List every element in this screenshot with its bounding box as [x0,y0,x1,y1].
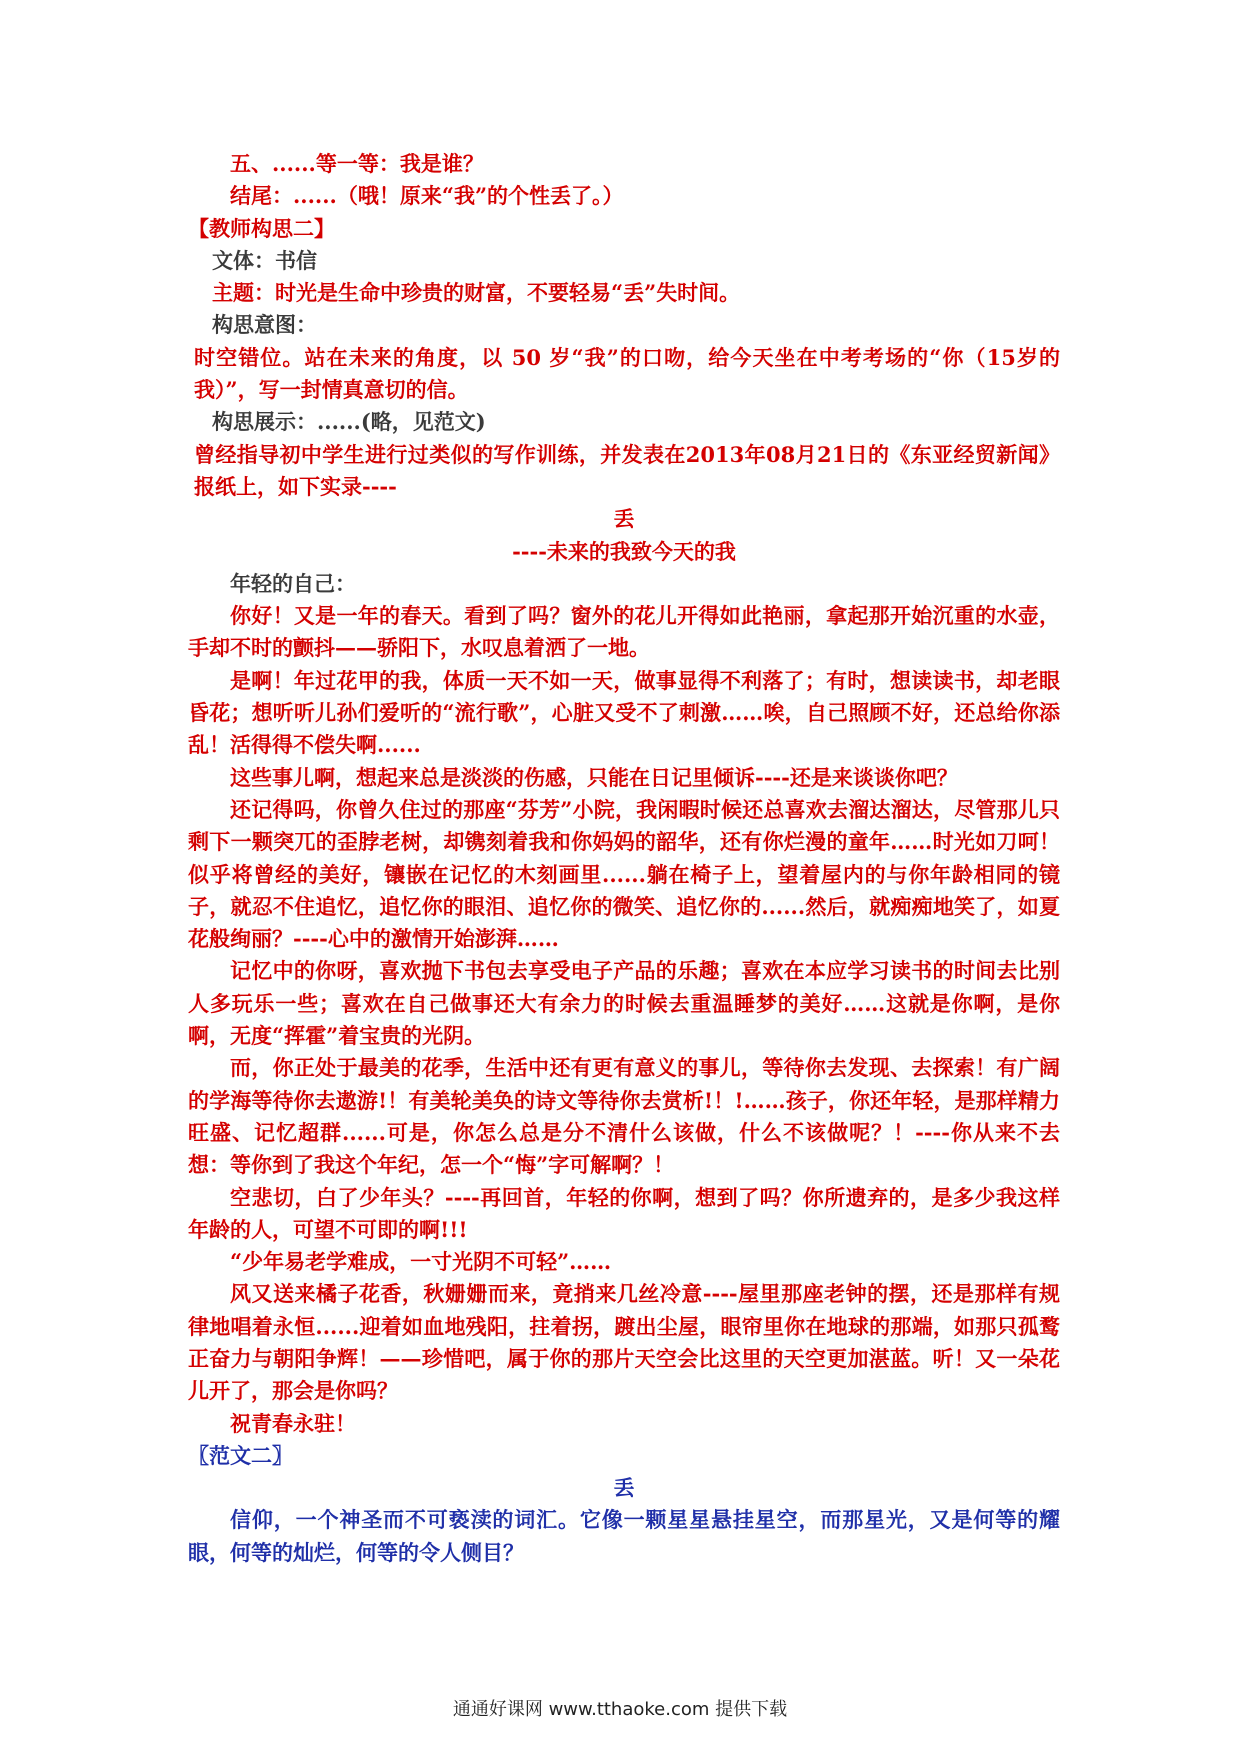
essay-title: 丢 [613,506,635,532]
letter-paragraph: 而，你正处于最美的花季，生活中还有更有意义的事儿，等待你去发现、去探索！有广阔的学海等待你去遨游!！有美轮美奂的诗文等待你去赏析!！!……孩子，你还年轻，是那样精力旺盛、记忆超群......可是，你怎么总是分不清什么该做，什么不该做呢？！----你从来不去想：等你到了我这个年纪，怎一个“悔”字可解啊？！ [188,1055,1060,1178]
section-heading: 【教师构思二】 [188,215,335,241]
record-paragraph: 曾经指导初中学生进行过类似的写作训练，并发表在2013年08月21日的《东亚经贸新闻》报纸上，如下实录---- [194,441,1060,499]
letter-paragraph: “少年易老学难成，一寸光阴不可轻”…… [230,1249,612,1275]
outline-ending: 结尾：......（哦！原来“我”的个性丢了。） [230,183,624,209]
essay-subtitle: ----未来的我致今天的我 [512,538,736,564]
theme-line: 主题：时光是生命中珍贵的财富，不要轻易“丢”失时间。 [212,280,741,306]
letter-paragraph: 风又送来橘子花香，秋姗姗而来，竟捎来几丝冷意----屋里那座老钟的摆，还是那样有规律地唱着永恒......迎着如血地残阳，拄着拐，踱出尘屋，眼帘里你在地球的那端，如那只孤鹜正奋力与朝阳争辉！——珍惜吧，属于你的那片天空会比这里的天空更加湛蓝。听！又一朵花儿开了，那会是你吗？ [188,1281,1060,1404]
page-footer: 通通好课网 www.tthaoke.com 提供下载 [452,1699,788,1720]
model-essay-label: 〖范文二〗 [188,1442,293,1468]
essay2-title: 丢 [613,1475,635,1501]
letter-paragraph: 你好！又是一年的春天。看到了吗？窗外的花儿开得如此艳丽，拿起那开始沉重的水壶，手却不时的颤抖——骄阳下，水叹息着洒了一地。 [188,603,1060,661]
display-line: 构思展示：......(略，见范文) [212,409,486,435]
salutation: 年轻的自己： [230,570,356,596]
essay2-paragraph: 信仰，一个神圣而不可亵渎的词汇。它像一颗星星悬挂星空，而那星光，又是何等的耀眼，何等的灿烂，何等的令人侧目？ [188,1507,1060,1565]
outline-item-5: 五、......等一等：我是谁？ [230,151,484,176]
intent-text: 时空错位。站在未来的角度，以 50 岁“我”的口吻，给今天坐在中考考场的“你（15岁的我）”，写一封情真意切的信。 [194,344,1060,403]
document-page [188,148,1060,1569]
letter-paragraph: 空悲切，白了少年头？----再回首，年轻的你啊，想到了吗？你所遗弃的，是多少我这样年龄的人，可望不可即的啊!!! [188,1184,1060,1242]
letter-paragraph: 是啊！年过花甲的我，体质一天不如一天，做事显得不利落了；有时，想读读书，却老眼昏花；想听听儿孙们爱听的“流行歌”，心脏又受不了刺激……唉，自己照顾不好，还总给你添乱！活得得不偿失啊...... [188,667,1060,758]
letter-paragraph: 这些事儿啊，想起来总是淡淡的伤感，只能在日记里倾诉----还是来谈谈你吧？ [230,764,958,790]
letter-paragraph: 记忆中的你呀，喜欢抛下书包去享受电子产品的乐趣；喜欢在本应学习读书的时间去比别人多玩乐一些；喜欢在自己做事还大有余力的时候去重温睡梦的美好……这就是你啊，是你啊，无度“挥霍”着宝贵的光阴。 [188,958,1060,1049]
intent-label: 构思意图： [212,312,317,338]
letter-paragraph: 还记得吗，你曾久住过的那座“芬芳”小院，我闲暇时候还总喜欢去溜达溜达，尽管那儿只剩下一颗突兀的歪脖老树，却镌刻着我和你妈妈的韶华，还有你烂漫的童年……时光如刀呵！似乎将曾经的美好，镶嵌在记忆的木刻画里......躺在椅子上，望着屋内的与你年龄相同的镜子，就忍不住追忆，追忆你的眼泪、追忆你的微笑、追忆你的......然后，就痴痴地笑了，如夏花般绚丽？----心中的激情开始澎湃…… [188,796,1060,952]
genre-line: 文体：书信 [212,247,317,273]
letter-closing: 祝青春永驻！ [230,1410,356,1436]
